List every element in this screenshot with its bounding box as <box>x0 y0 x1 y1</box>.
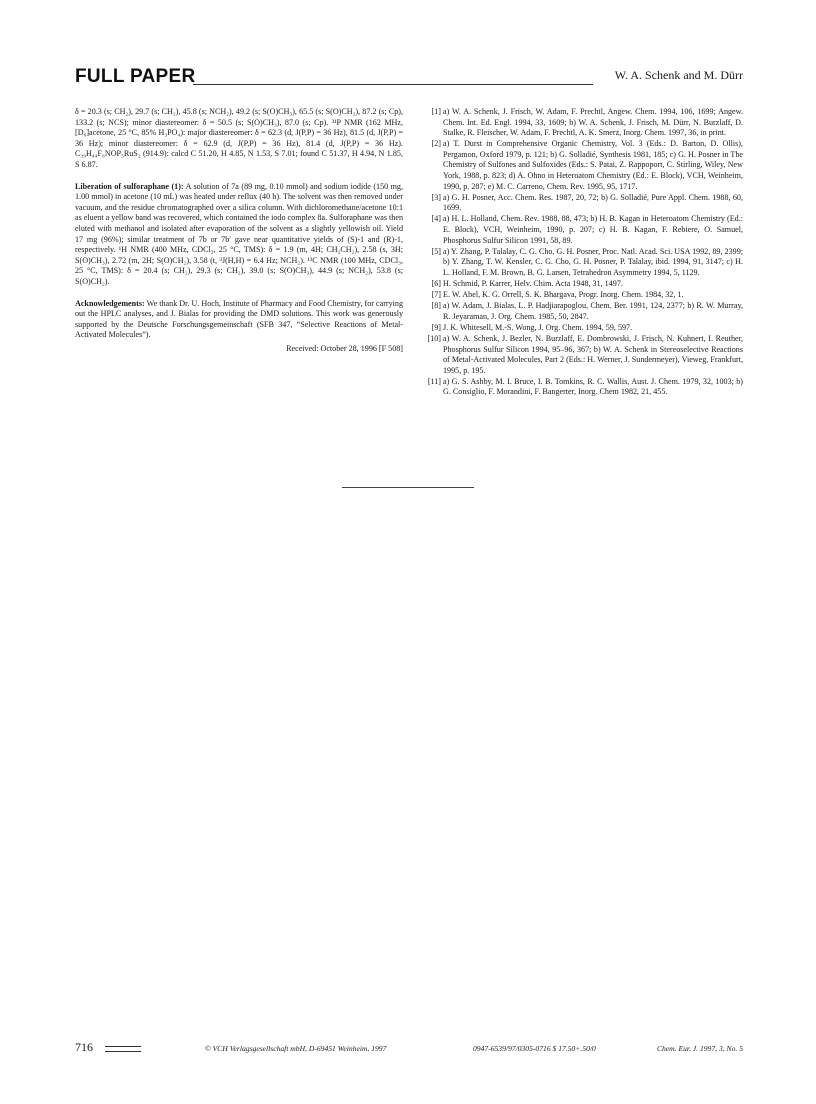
reference-text: a) G. S. Ashby, M. I. Bruce, I. B. Tomkins, R. C. Wallis, Aust. J. Chem. 1979, 32, 1003; b) G. Consiglio, F. Morandini, F. Bangerter, Inorg. Chem 1982, 21, 455. <box>443 376 743 397</box>
page-footer <box>75 1042 743 1058</box>
journal-citation: Chem. Eur. J. 1997, 3, No. 5 <box>656 1044 743 1053</box>
reference-item <box>423 334 743 376</box>
reference-number: [5] <box>431 246 441 256</box>
reference-number: [7] <box>431 290 441 300</box>
liberation-body: A solution of 7a (89 mg, 0.10 mmol) and sodium iodide (150 mg, 1.00 mmol) in acetone (10 mL) was heated under reflux (40 h). The solvent was then removed under vacuum, and the residue chromatographed over a silica column. With dichloromethane/acetone 10:1 as eluent a yellow band was recovered, which contained the iodo complex 8a. Sulforaphane was then eluted with methanol and isolated after evaporation of the solvent as a slightly yellowish oil. Yield 17 mg (96%); similar treatment of 7b or 7b′ gave near quantitative yields of (S)-1 and (R)-1, respectively. ¹H NMR (400 MHz, CDCl₃, 25 °C, TMS): δ = 1.9 (m, 4H; CH₂CH₂), 2.58 (s, 3H; S(O)CH₃), 2.72 (m, 2H; S(O)CH₂), 3.58 (t, ³J(H,H) = 6.4 Hz; NCH₂). ¹³C NMR (100 MHz, CDCl₃, 25 °C, TMS): δ = 20.4 (s; CH₂), 29.3 (s; CH₂), 39.0 (s; S(O)CH₃), 44.9 (s; NCH₂), 53.8 (s; S(O)CH₂). <box>75 181 403 286</box>
reference-item <box>423 247 743 279</box>
reference-text: H. Schmid, P. Karrer, Helv. Chim. Acta 1948, 31, 1497. <box>443 279 623 288</box>
references-column <box>423 107 743 399</box>
reference-item <box>423 214 743 246</box>
reference-text: a) Y. Zhang, P. Talalay, C. G. Cho, G. H. Posner, Proc. Natl. Acad. Sci. USA 1992, 89, 2399; b) Y. Zhang, T. W. Kensler, C. G. Cho, G. H. Posner, P. Talalay, ibid. 1994, 91, 3147; c) H. L. Holland, F. M. Brown, B. G. Larsen, Tetrahedron Asymmetry 1994, 5, 1129. <box>443 246 743 277</box>
article-code: 0947-6539/97/0305-0716 $ 17.50+.50/0 <box>473 1044 596 1053</box>
received-date: Received: October 28, 1996 [F 508] <box>286 343 403 353</box>
footer-rule <box>105 1046 141 1047</box>
reference-number: [11] <box>427 376 441 386</box>
reference-number: [9] <box>431 322 441 332</box>
reference-text: a) W. A. Schenk, J. Bezler, N. Burzlaff, E. Dombrowski, J. Frisch, N. Kuhnert, I. Reuther, Phosphorus Sulfur Silicon 1994, 95–96, 367; b) W. A. Schenk in Stereoselective Reactions of Metal-Activated Molecules, Part 2 (Eds.: H. Werner, J. Sundermeyer), Vieweg, Frankfurt, 1995, p. 195. <box>443 333 743 375</box>
footer-rule <box>105 1051 141 1052</box>
nmr-data-paragraph: δ = 20.3 (s; CH₂), 29.7 (s; CH₂), 45.8 (s; NCH₂), 49.2 (s; S(O)CH₃), 65.5 (s; S(O)CH₂), 87.2 (s; Cp), 133.2 (s; NCS); minor diastereomer: δ = 50.5 (s; S(O)CH₃), 87.0 (s; Cp). ³¹P NMR (162 MHz, [D₆]acetone, 25 °C, 85% H₃PO₄): major diastereomer: δ = 62.3 (d, J(P,P) = 36 Hz), 81.5 (d, J(P,P) = 36 Hz); minor diastereomer: δ = 62.9 (d, J(P,P) = 36 Hz), 81.4 (d, J(P,P) = 36 Hz). C₃₉H₄₄F₆NOP₃RuS₂ (914.9): calcd C 51.20, H 4.85, N 1.53, S 7.01; found C 51.37, H 4.94, N 1.85, S 6.87. <box>75 107 403 169</box>
acknowledgements-heading: Acknowledgements: <box>75 298 145 308</box>
reference-text: a) W. Adam, J. Bialas, L. P. Hadjiarapoglou, Chem. Ber. 1991, 124, 2377; b) R. W. Murray, R. Jeyaraman, J. Org. Chem. 1985, 50, 2847. <box>443 301 743 321</box>
reference-item <box>423 290 743 301</box>
reference-item <box>423 301 743 322</box>
liberation-paragraph <box>75 182 403 288</box>
acknowledgements-body: We thank Dr. U. Hoch, Institute of Pharmacy and Food Chemistry, for carrying out the HPLC analyses, and J. Bialas for providing the DMD solutions. This work was generously supported by the Deutsche Forschungsgemeinschaft (SFB 347, “Selective Reactions of Metal-Activated Molecules”). <box>75 298 403 340</box>
reference-text: a) G. H. Posner, Acc. Chem. Res. 1987, 20, 72; b) G. Solladié, Pure Appl. Chem. 1988, 60, 1699. <box>443 192 743 213</box>
reference-number: [6] <box>431 279 441 288</box>
reference-number: [3] <box>431 192 441 202</box>
reference-item <box>423 323 743 334</box>
reference-number: [10] <box>427 333 441 343</box>
page-header <box>75 66 743 90</box>
publisher-line: © VCH Verlagsgesellschaft mbH, D-69451 Weinheim, 1997 <box>205 1044 387 1053</box>
reference-item <box>423 193 743 214</box>
liberation-heading: Liberation of sulforaphane (1): <box>75 181 184 191</box>
reference-text: a) W. A. Schenk, J. Frisch, W. Adam, F. Prechtl, Angew. Chem. 1994, 106, 1699; Angew. Chem. Int. Ed. Engl. 1994, 33, 1609; b) W. A. Schenk, J. Frisch, M. Dürr, N. Burzlaff, D. Stalke, R. Fleischer, W. Adam, F. Prechtl, A. K. Smerz, Inorg. Chem. 1997, 36, in print. <box>443 107 743 138</box>
running-authors: W. A. Schenk and M. Dürr <box>614 68 743 82</box>
reference-list <box>423 107 743 398</box>
acknowledgements-paragraph <box>75 299 403 341</box>
reference-number: [8] <box>431 301 441 311</box>
reference-number: [1] <box>431 107 441 116</box>
reference-number: [4] <box>431 214 441 224</box>
reference-item <box>423 139 743 192</box>
reference-text: a) T. Durst in Comprehensive Organic Chemistry, Vol. 3 (Eds.: D. Barton, D. Ollis), Pergamon, Oxford 1979, p. 121; b) G. Solladié, Synthesis 1981, 185; c) G. H. Posner in The Chemistry of Sulfones and Sulfoxides (Eds.: S. Patai, Z. Rappoport, C. Stirling, Wiley, New York, 1988, p. 823; d) A. Ohno in Heteroatom Chemistry (Ed.: E. Block), VCH, Weinheim, 1990, p. 287; e) M. C. Carreno, Chem. Rev. 1995, 95, 1717. <box>443 139 743 191</box>
reference-text: a) H. L. Holland, Chem. Rev. 1988, 88, 473; b) H. B. Kagan in Heteroatom Chemistry (Ed.: E. Block), VCH, Weinheim, 1990, p. 207; c) H. B. Kagan, F. Rebiere, O. Samuel, Phosphorus Sulfur Silicon 1991, 58, 89. <box>443 214 743 245</box>
page-number: 716 <box>75 1040 93 1054</box>
reference-item <box>423 279 743 290</box>
reference-number: [2] <box>431 139 441 149</box>
reference-item <box>423 107 743 139</box>
end-rule <box>342 487 474 488</box>
header-rule <box>193 84 593 85</box>
reference-text: J. K. Whitesell, M.-S. Wong, J. Org. Chem. 1994, 59, 597. <box>443 322 633 332</box>
left-column <box>75 107 403 354</box>
reference-text: E. W. Abel, K. G. Orrell, S. K. Bhargava, Progr. Inorg. Chem. 1984, 32, 1. <box>443 290 684 300</box>
reference-item <box>423 377 743 398</box>
section-label: FULL PAPER <box>75 66 196 87</box>
